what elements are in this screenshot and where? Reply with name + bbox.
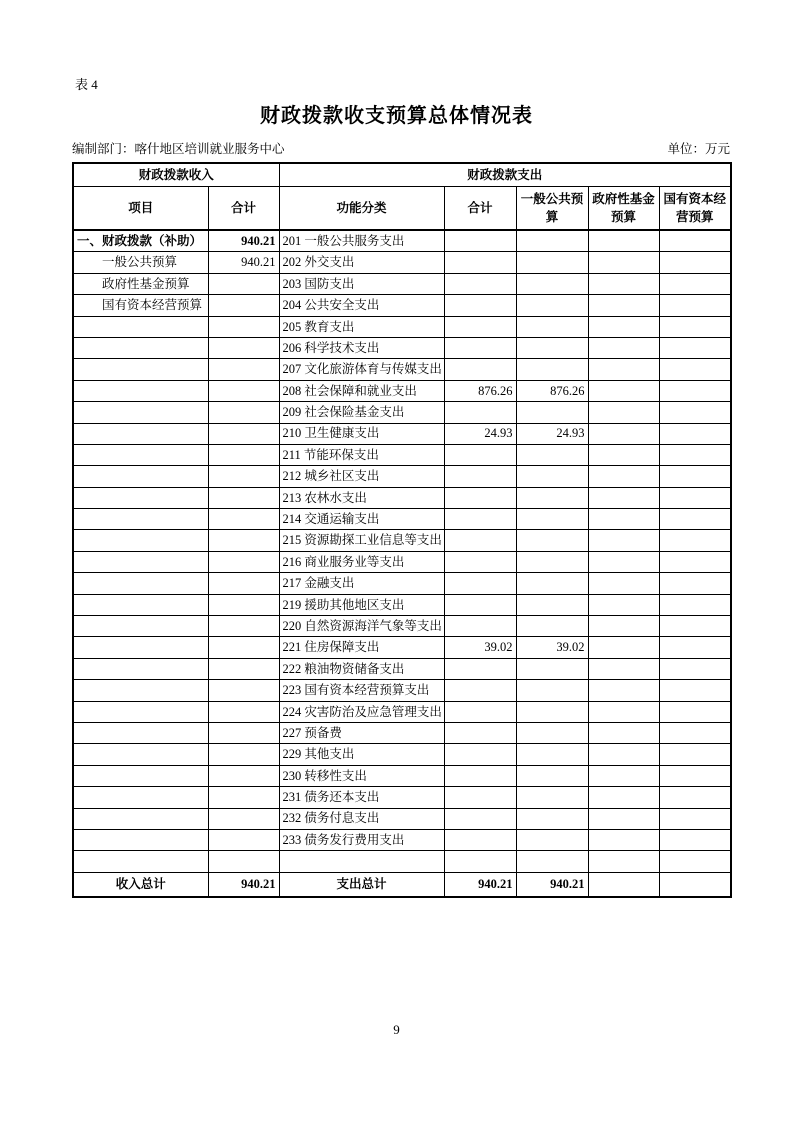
- table-row: [73, 273, 731, 294]
- general-budget-cell: [516, 851, 588, 872]
- state-capital-budget-cell: [659, 530, 731, 551]
- state-capital-budget-cell: [659, 230, 731, 252]
- item-cell: [73, 380, 208, 401]
- function-cell: 支出总计: [279, 872, 444, 897]
- item-cell: 收入总计: [73, 872, 208, 897]
- expenditure-total-cell: [444, 616, 516, 637]
- income-total-cell: [208, 851, 279, 872]
- table-row: [73, 722, 731, 743]
- income-total-cell: [208, 616, 279, 637]
- general-budget-cell: [516, 701, 588, 722]
- gov-fund-budget-cell: [588, 658, 659, 679]
- item-cell: [73, 658, 208, 679]
- general-budget-cell: [516, 680, 588, 701]
- income-total-cell: 940.21: [208, 872, 279, 897]
- expenditure-total-cell: [444, 316, 516, 337]
- expenditure-total-cell: [444, 680, 516, 701]
- expenditure-total-cell: [444, 509, 516, 530]
- income-total-cell: [208, 316, 279, 337]
- function-cell: 221 住房保障支出: [279, 637, 444, 658]
- expenditure-total-cell: [444, 701, 516, 722]
- gov-fund-budget-cell: [588, 359, 659, 380]
- function-cell: 232 债务付息支出: [279, 808, 444, 829]
- item-cell: [73, 594, 208, 615]
- function-cell: 209 社会保险基金支出: [279, 402, 444, 423]
- table-row: [73, 680, 731, 701]
- expenditure-total-cell: [444, 273, 516, 294]
- income-total-cell: [208, 808, 279, 829]
- item-cell: [73, 829, 208, 850]
- expenditure-total-cell: [444, 444, 516, 465]
- state-capital-budget-cell: [659, 637, 731, 658]
- state-capital-budget-cell: [659, 423, 731, 444]
- general-budget-cell: [516, 744, 588, 765]
- general-budget-cell: [516, 359, 588, 380]
- gov-fund-budget-cell: [588, 530, 659, 551]
- income-total-cell: [208, 722, 279, 743]
- gov-fund-budget-cell: [588, 295, 659, 316]
- income-total-cell: [208, 444, 279, 465]
- gov-fund-budget-cell: [588, 744, 659, 765]
- expenditure-total-cell: [444, 487, 516, 508]
- item-cell: 一、财政拨款（补助）: [73, 230, 208, 252]
- income-total-cell: [208, 744, 279, 765]
- expenditure-total-cell: [444, 808, 516, 829]
- expenditure-total-cell: [444, 295, 516, 316]
- gov-fund-budget-cell: [588, 787, 659, 808]
- table-row: [73, 359, 731, 380]
- table-row: [73, 744, 731, 765]
- income-total-cell: [208, 701, 279, 722]
- table-row: [73, 594, 731, 615]
- table-row: [73, 765, 731, 786]
- function-cell: 213 农林水支出: [279, 487, 444, 508]
- function-cell: 216 商业服务业等支出: [279, 551, 444, 572]
- income-total-cell: [208, 466, 279, 487]
- state-capital-budget-cell: [659, 744, 731, 765]
- gov-fund-budget-cell: [588, 829, 659, 850]
- general-budget-cell: [516, 658, 588, 679]
- state-capital-budget-cell: [659, 616, 731, 637]
- expenditure-total-cell: [444, 658, 516, 679]
- income-total-cell: 940.21: [208, 252, 279, 273]
- gov-fund-budget-cell: [588, 444, 659, 465]
- income-total-cell: [208, 637, 279, 658]
- col-header-function: 功能分类: [279, 187, 444, 231]
- state-capital-budget-cell: [659, 402, 731, 423]
- expenditure-total-cell: [444, 829, 516, 850]
- expenditure-total-cell: [444, 530, 516, 551]
- expenditure-total-cell: [444, 551, 516, 572]
- state-capital-budget-cell: [659, 316, 731, 337]
- general-budget-cell: [516, 466, 588, 487]
- table-label: 表 4: [75, 77, 98, 92]
- general-budget-cell: [516, 808, 588, 829]
- item-cell: [73, 787, 208, 808]
- function-cell: 224 灾害防治及应急管理支出: [279, 701, 444, 722]
- gov-fund-budget-cell: [588, 466, 659, 487]
- general-budget-cell: [516, 530, 588, 551]
- function-cell: 207 文化旅游体育与传媒支出: [279, 359, 444, 380]
- table-row: [73, 444, 731, 465]
- item-cell: [73, 337, 208, 358]
- item-cell: [73, 359, 208, 380]
- state-capital-budget-cell: [659, 680, 731, 701]
- function-cell: 222 粮油物资储备支出: [279, 658, 444, 679]
- gov-fund-budget-cell: [588, 551, 659, 572]
- column-header-row: [73, 187, 731, 231]
- item-cell: [73, 765, 208, 786]
- state-capital-budget-cell: [659, 829, 731, 850]
- income-total-cell: 940.21: [208, 230, 279, 252]
- gov-fund-budget-cell: [588, 573, 659, 594]
- item-cell: [73, 851, 208, 872]
- table-row: [73, 402, 731, 423]
- item-cell: [73, 466, 208, 487]
- page-title: 财政拨款收支预算总体情况表: [260, 105, 533, 127]
- state-capital-budget-cell: [659, 701, 731, 722]
- general-budget-cell: [516, 402, 588, 423]
- state-capital-budget-cell: [659, 444, 731, 465]
- item-cell: [73, 680, 208, 701]
- col-header-state-capital-budget: 国有资本经营预算: [659, 187, 731, 231]
- table-row: [73, 551, 731, 572]
- general-budget-cell: [516, 616, 588, 637]
- gov-fund-budget-cell: [588, 851, 659, 872]
- expenditure-total-cell: [444, 744, 516, 765]
- item-cell: [73, 551, 208, 572]
- table-row: [73, 658, 731, 679]
- expenditure-total-cell: [444, 337, 516, 358]
- meta-row: [72, 139, 730, 157]
- table-row: [73, 380, 731, 401]
- income-total-cell: [208, 829, 279, 850]
- item-cell: 政府性基金预算: [73, 273, 208, 294]
- item-cell: [73, 722, 208, 743]
- gov-fund-budget-cell: [588, 337, 659, 358]
- item-cell: [73, 808, 208, 829]
- state-capital-budget-cell: [659, 594, 731, 615]
- state-capital-budget-cell: [659, 872, 731, 897]
- function-cell: 230 转移性支出: [279, 765, 444, 786]
- expenditure-total-cell: 876.26: [444, 380, 516, 401]
- item-cell: [73, 616, 208, 637]
- budget-table: [72, 162, 732, 898]
- general-budget-cell: [516, 444, 588, 465]
- gov-fund-budget-cell: [588, 509, 659, 530]
- item-cell: [73, 444, 208, 465]
- table-row: [73, 808, 731, 829]
- general-budget-cell: [516, 487, 588, 508]
- state-capital-budget-cell: [659, 487, 731, 508]
- gov-fund-budget-cell: [588, 765, 659, 786]
- general-budget-cell: [516, 316, 588, 337]
- function-cell: 204 公共安全支出: [279, 295, 444, 316]
- function-cell: 212 城乡社区支出: [279, 466, 444, 487]
- function-cell: 227 预备费: [279, 722, 444, 743]
- col-header-general-budget: 一般公共预算: [516, 187, 588, 231]
- table-row: [73, 573, 731, 594]
- income-total-cell: [208, 765, 279, 786]
- expenditure-total-cell: [444, 252, 516, 273]
- income-total-cell: [208, 530, 279, 551]
- item-cell: 国有资本经营预算: [73, 295, 208, 316]
- function-cell: 202 外交支出: [279, 252, 444, 273]
- state-capital-budget-cell: [659, 722, 731, 743]
- item-cell: [73, 573, 208, 594]
- general-budget-cell: [516, 765, 588, 786]
- general-budget-cell: [516, 594, 588, 615]
- col-header-gov-fund-budget: 政府性基金预算: [588, 187, 659, 231]
- table-row: [73, 252, 731, 273]
- function-cell: 214 交通运输支出: [279, 509, 444, 530]
- state-capital-budget-cell: [659, 509, 731, 530]
- item-cell: 一般公共预算: [73, 252, 208, 273]
- function-cell: 201 一般公共服务支出: [279, 230, 444, 252]
- function-cell: [279, 851, 444, 872]
- gov-fund-budget-cell: [588, 230, 659, 252]
- gov-fund-budget-cell: [588, 616, 659, 637]
- expenditure-total-cell: [444, 722, 516, 743]
- function-cell: 229 其他支出: [279, 744, 444, 765]
- general-budget-cell: [516, 295, 588, 316]
- general-budget-cell: 39.02: [516, 637, 588, 658]
- income-total-cell: [208, 487, 279, 508]
- gov-fund-budget-cell: [588, 808, 659, 829]
- gov-fund-budget-cell: [588, 423, 659, 444]
- gov-fund-budget-cell: [588, 402, 659, 423]
- table-row: [73, 316, 731, 337]
- item-cell: [73, 509, 208, 530]
- expenditure-total-cell: [444, 573, 516, 594]
- table-row: [73, 701, 731, 722]
- state-capital-budget-cell: [659, 466, 731, 487]
- state-capital-budget-cell: [659, 380, 731, 401]
- state-capital-budget-cell: [659, 295, 731, 316]
- state-capital-budget-cell: [659, 851, 731, 872]
- item-cell: [73, 423, 208, 444]
- totals-row: [73, 872, 731, 897]
- expenditure-total-cell: [444, 787, 516, 808]
- group-header-row: [73, 163, 731, 187]
- state-capital-budget-cell: [659, 658, 731, 679]
- income-total-cell: [208, 680, 279, 701]
- expenditure-total-cell: 940.21: [444, 872, 516, 897]
- table-row: [73, 230, 731, 252]
- state-capital-budget-cell: [659, 359, 731, 380]
- state-capital-budget-cell: [659, 551, 731, 572]
- table-row: [73, 487, 731, 508]
- expenditure-total-cell: 24.93: [444, 423, 516, 444]
- income-total-cell: [208, 573, 279, 594]
- gov-fund-budget-cell: [588, 252, 659, 273]
- table-row: [73, 295, 731, 316]
- general-budget-cell: [516, 722, 588, 743]
- income-total-cell: [208, 380, 279, 401]
- expenditure-total-cell: 39.02: [444, 637, 516, 658]
- general-budget-cell: [516, 252, 588, 273]
- function-cell: 231 债务还本支出: [279, 787, 444, 808]
- item-cell: [73, 530, 208, 551]
- expenditure-section-header: 财政拨款支出: [279, 163, 731, 187]
- gov-fund-budget-cell: [588, 637, 659, 658]
- col-header-item: 项目: [73, 187, 208, 231]
- expenditure-total-cell: [444, 466, 516, 487]
- page-number: 9: [393, 1022, 400, 1037]
- function-cell: 223 国有资本经营预算支出: [279, 680, 444, 701]
- function-cell: 217 金融支出: [279, 573, 444, 594]
- general-budget-cell: 940.21: [516, 872, 588, 897]
- expenditure-total-cell: [444, 765, 516, 786]
- item-cell: [73, 402, 208, 423]
- expenditure-total-cell: [444, 594, 516, 615]
- prepared-by-label: 编制部门：喀什地区培训就业服务中心: [72, 142, 285, 156]
- state-capital-budget-cell: [659, 252, 731, 273]
- gov-fund-budget-cell: [588, 722, 659, 743]
- item-cell: [73, 744, 208, 765]
- function-cell: 220 自然资源海洋气象等支出: [279, 616, 444, 637]
- expenditure-total-cell: [444, 402, 516, 423]
- income-total-cell: [208, 787, 279, 808]
- function-cell: 203 国防支出: [279, 273, 444, 294]
- state-capital-budget-cell: [659, 337, 731, 358]
- general-budget-cell: [516, 787, 588, 808]
- income-total-cell: [208, 337, 279, 358]
- general-budget-cell: [516, 509, 588, 530]
- function-cell: 208 社会保障和就业支出: [279, 380, 444, 401]
- item-cell: [73, 637, 208, 658]
- general-budget-cell: [516, 273, 588, 294]
- item-cell: [73, 701, 208, 722]
- income-total-cell: [208, 423, 279, 444]
- table-row: [73, 829, 731, 850]
- item-cell: [73, 487, 208, 508]
- table-row: [73, 530, 731, 551]
- gov-fund-budget-cell: [588, 872, 659, 897]
- general-budget-cell: [516, 829, 588, 850]
- general-budget-cell: [516, 230, 588, 252]
- function-cell: 210 卫生健康支出: [279, 423, 444, 444]
- function-cell: 219 援助其他地区支出: [279, 594, 444, 615]
- income-total-cell: [208, 509, 279, 530]
- function-cell: 215 资源勘探工业信息等支出: [279, 530, 444, 551]
- general-budget-cell: 24.93: [516, 423, 588, 444]
- table-row: [73, 851, 731, 872]
- table-row: [73, 509, 731, 530]
- table-row: [73, 616, 731, 637]
- expenditure-total-cell: [444, 359, 516, 380]
- gov-fund-budget-cell: [588, 487, 659, 508]
- item-cell: [73, 316, 208, 337]
- gov-fund-budget-cell: [588, 380, 659, 401]
- general-budget-cell: [516, 573, 588, 594]
- function-cell: 206 科学技术支出: [279, 337, 444, 358]
- income-total-cell: [208, 551, 279, 572]
- general-budget-cell: [516, 551, 588, 572]
- expenditure-total-cell: [444, 230, 516, 252]
- gov-fund-budget-cell: [588, 680, 659, 701]
- income-section-header: 财政拨款收入: [73, 163, 279, 187]
- state-capital-budget-cell: [659, 573, 731, 594]
- general-budget-cell: 876.26: [516, 380, 588, 401]
- state-capital-budget-cell: [659, 808, 731, 829]
- table-row: [73, 787, 731, 808]
- col-header-expenditure-total: 合计: [444, 187, 516, 231]
- income-total-cell: [208, 273, 279, 294]
- state-capital-budget-cell: [659, 273, 731, 294]
- state-capital-budget-cell: [659, 765, 731, 786]
- col-header-income-total: 合计: [208, 187, 279, 231]
- table-row: [73, 337, 731, 358]
- function-cell: 205 教育支出: [279, 316, 444, 337]
- table-row: [73, 466, 731, 487]
- expenditure-total-cell: [444, 851, 516, 872]
- income-total-cell: [208, 359, 279, 380]
- income-total-cell: [208, 594, 279, 615]
- gov-fund-budget-cell: [588, 316, 659, 337]
- function-cell: 233 债务发行费用支出: [279, 829, 444, 850]
- state-capital-budget-cell: [659, 787, 731, 808]
- income-total-cell: [208, 402, 279, 423]
- gov-fund-budget-cell: [588, 273, 659, 294]
- table-row: [73, 423, 731, 444]
- gov-fund-budget-cell: [588, 701, 659, 722]
- gov-fund-budget-cell: [588, 594, 659, 615]
- general-budget-cell: [516, 337, 588, 358]
- income-total-cell: [208, 295, 279, 316]
- income-total-cell: [208, 658, 279, 679]
- unit-label: 单位：万元: [667, 142, 730, 156]
- function-cell: 211 节能环保支出: [279, 444, 444, 465]
- table-row: [73, 637, 731, 658]
